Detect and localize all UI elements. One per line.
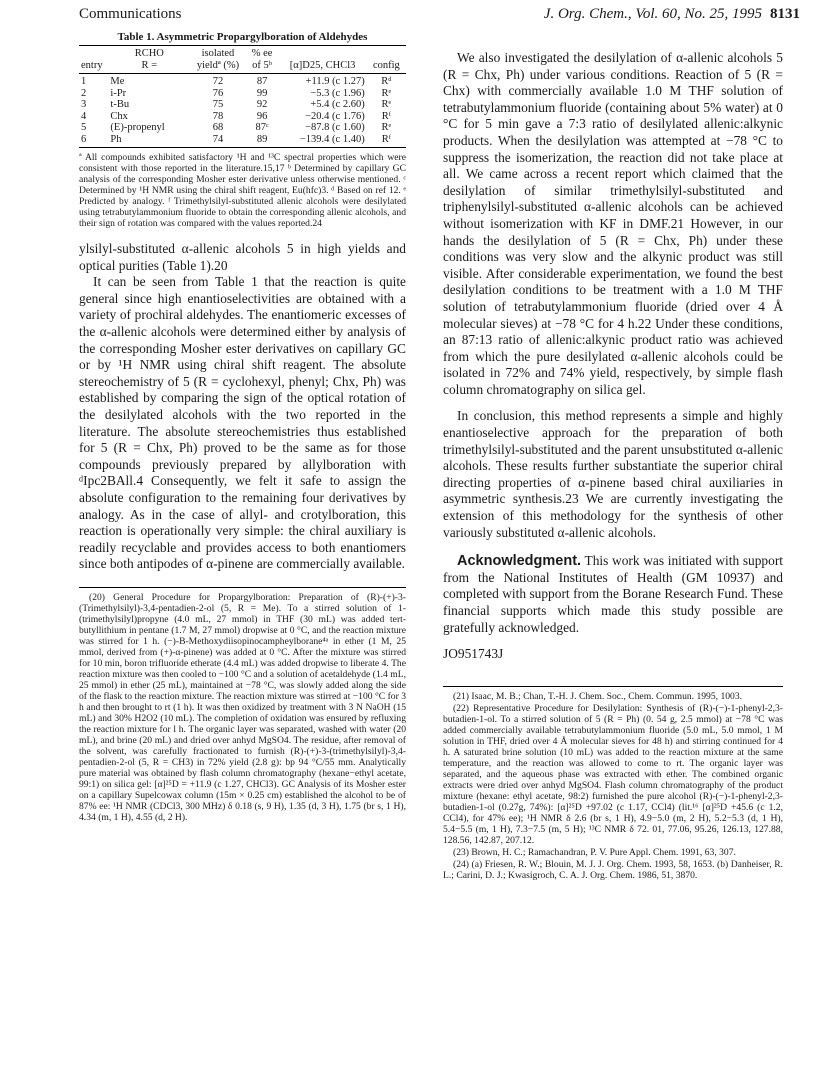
table-cell: Me — [110, 76, 125, 87]
table-cell: 5 — [81, 122, 87, 133]
table-cell: −87.8 (c 1.60) — [305, 122, 365, 133]
table-header-cell: yieldª (%) — [190, 60, 246, 74]
table-cell: Rᶠ — [367, 134, 406, 148]
reference-note: (24) (a) Friesen, R. W.; Blouin, M. J. J. Org. Chem. 1993, 58, 1653. (b) Danheiser, R. L.; Carini, D. J.; Kwasigroch, C. A. J. Org. Chem. 1986, 51, 3870. — [443, 859, 783, 882]
reference-note: (21) Isaac, M. B.; Chan, T.-H. J. Chem. Soc., Chem. Commun. 1995, 1003. — [453, 691, 743, 703]
acknowledgment-text: This work was initiated with support from the National Institutes of Health (GM 10937) and completed with support from the Borane Research Fund. These financial supports which made this study possible are gratefully acknowledged. — [443, 553, 783, 635]
reference-note: (23) Brown, H. C.; Ramachandran, P. V. Pure Appl. Chem. 1991, 63, 307. — [453, 847, 736, 859]
table-cell: i-Pr — [110, 87, 127, 99]
left-column — [79, 28, 406, 824]
table-row — [79, 111, 406, 123]
table-cell: Rᵉ — [381, 99, 392, 110]
table-body — [79, 74, 406, 148]
table-header-cell: of 5ᵇ — [246, 60, 279, 74]
paragraph: ylsilyl-substituted α-allenic alcohols 5 in high yields and optical purities (Table 1).20 — [79, 241, 406, 273]
table-title: Table 1. Asymmetric Propargylboration of Aldehydes — [117, 31, 368, 43]
table-header-cell: [α]D25, CHCl3 — [278, 60, 366, 74]
right-column — [443, 28, 783, 882]
table-header-cell: config — [367, 60, 406, 74]
running-header-section: Communications — [79, 6, 182, 22]
table-footnote: ª All compounds exhibited satisfactory ¹H and ¹³C spectral properties which were consistent with those reported in the literature.15,17 ᵇ Determined by capillary GC analysis of the corresponding Mosher ester derivative unless otherwise mentioned. ᶜ Determined by ¹H NMR using the chiral shift reagent, Eu(hfc)3. ᵈ Based on ref 12. ᵉ Predicted by analogy. ᶠ Trimethylsilyl-substituted allenic alcohols were desilylated using tetrabutylammonium fluoride to obtain the corresponding allenic alcohols, and their sign of rotation was compared with the values reported.24 — [79, 152, 406, 229]
right-body-text — [443, 50, 783, 636]
table-cell: 3 — [81, 99, 87, 110]
left-body-text — [79, 241, 406, 573]
table-cell: Ph — [108, 134, 190, 148]
table-cell: 68 — [212, 122, 224, 133]
acknowledgment — [443, 553, 783, 636]
results-table — [79, 45, 406, 148]
table-header-cell: % ee — [246, 46, 279, 60]
table-row — [79, 74, 406, 88]
table-cell: 4 — [81, 110, 87, 122]
table-cell: Rᵈ — [381, 76, 392, 87]
table-header-cell: isolated — [190, 46, 246, 60]
paragraph: In conclusion, this method represents a simple and highly enantioselective approach for the preparation of both trimethylsilyl-substituted and the parent unsubstituted α-allenic alcohols. These results further substantiate the superior chiral directing properties of α-pinene based chiral auxiliaries in asymmetric synthesis.23 We are currently investigating the extension of this methodology for the synthesis of other variously substituted α-allenic alcohols. — [443, 408, 783, 540]
table-cell: +11.9 (c 1.27) — [305, 76, 365, 87]
table-header-cell: entry — [79, 60, 108, 74]
table-cell: −20.4 (c 1.76) — [305, 110, 365, 122]
table-cell: 96 — [256, 110, 268, 122]
table-cell: Rᵉ — [381, 122, 392, 133]
table-header-cell: R = — [108, 60, 190, 74]
table-cell: −5.3 (c 1.96) — [310, 87, 365, 99]
paragraph: It can be seen from Table 1 that the reaction is quite general since high enantioselectivities are obtained with a variety of prochiral aldehydes. The enantiomeric excesses of the α-allenic alcohols were determined either by analysis of the corresponding Mosher ester derivatives on capillary GC or by ¹H NMR using chiral shift reagent. The absolute stereochemistry of 5 (R = cyclohexyl, phenyl; Chx, Ph) was established by comparing the sign of the optical rotation of the desilylated alcohols with the two reported in the literature. The absolute stereochemistries thus established for 5 (R = Chx, Ph) proved to be the same as for those compounds previously prepared by allylboration with ᵈIpc2BAll.4 Consequently, we felt it safe to assign the absolute configuration to the remaining four derivatives by analogy. As in the case of allyl- and crotylboration, this reaction is operationally very simple: the chiral auxiliary is readily recyclable and provides access to both enantiomers since both antipodes of α-pinene are commercially available. — [79, 274, 406, 572]
table-cell: Rᵉ — [381, 87, 392, 99]
table-cell: 78 — [212, 110, 224, 122]
table-cell: 76 — [212, 87, 224, 99]
table-header-cell — [79, 46, 108, 60]
table-row — [79, 99, 406, 111]
table-header-cell — [367, 46, 406, 60]
table-cell: 1 — [81, 76, 87, 87]
paragraph: We also investigated the desilylation of α-allenic alcohols 5 (R = Chx, Ph) under various conditions. Reaction of 5 (R = Chx) with commercially available 1.0 M THF solution of tetrabutylammonium fluoride (containing about 5% water) at 0 °C for 5 min gave a 7:3 ratio of desilylated allenic:alkynic products. When the desilylation was attempted at −78 °C to suppress the isomerization, the reaction did not take place at all. We came across a recent report which claimed that the desilylation of similar trimethylsilyl-substituted and triphenylsilyl-substituted α-allenic alcohols can be achieved without isomerization with KF in DMF.21 However, in our hands the desilylation of 5 (R = Chx, Ph) under these conditions was very slow and the alkynic product was still visible. After considerable experimentation, we found the best desilylation conditions to be treatment with a 1.0 M THF solution of tetrabutylammonium fluoride (dried over 4 Å molecular sieves) at −78 °C for 4 h.22 Under these conditions, an 87:13 ratio of allenic:alkynic product ratio was achieved from which the pure desilylated α-allenic alcohols could be isolated in 72% and 74% yield, respectively, by simple flash column chromatography on silica gel. — [443, 50, 783, 397]
table-cell: 92 — [256, 99, 268, 110]
reference-note: (22) Representative Procedure for Desilylation: Synthesis of (R)-(−)-1-phenyl-2,3-butadien-1-ol. To a stirred solution of 5 (R = Ph) (0. 54 g, 2.5 mmol) at −78 °C was added commercially available tetrabutylammonium fluoride (5.0 mL, 5.0 mmol, 1 M solution in THF, dried over 4 Å molecular sieves for 48 h) and stirring continued for 4 h. A saturated brine solution (10 mL) was added to the reaction mixture at the same temperature, and the reaction was allowed to come to rt. The organic layer was separated, and the aqueous phase was extracted with ether. The combined organic extracts were dried over anhyd MgSO4. Flash column chromatography of the product mixture (hexane: ethyl acetate, 98:2) furnished the pure alcohol (R)-(−)-1-phenyl-2,3-butadien-1-ol (0.27g, 74%): [α]²⁵D +97.02 (c 1.17, CCl4) (lit.¹⁶ [α]²⁵D +45.6 (c 1.2, CCl4), for 47% ee); ¹H NMR δ 2.6 (br s, 1 H), 4.9−5.0 (m, 2 H), 5.2−5.3 (d, 1 H), 5.4−5.5 (m, 1 H), 7.3−7.5 (m, 5 H); ¹³C NMR δ 72. 01, 77.06, 95.26, 126.13, 127.88, 128.56, 142.87, 207.12. — [443, 703, 783, 847]
table-cell: 2 — [81, 87, 87, 99]
acknowledgment-label: Acknowledgment. — [457, 553, 582, 570]
table-cell: 74 — [190, 134, 246, 148]
table-row — [79, 134, 406, 148]
table-header-cell: RCHO — [108, 46, 190, 60]
reference-note: (20) General Procedure for Propargylboration: Preparation of (R)-(+)-3-(Trimethylsilyl)-3,4-pentadien-2-ol (5, R = Me). To a stirred solution of 1-(trimethylsilyl)propyne (4.0 mL, 27 mmol) in THF (30 mL) was added tert-butyllithium in pentane (1.7 M, 27 mmol) dropwise at 0 °C, and the reaction mixture was stirred for 1 h. (−)-B-Methoxydiisopinocampheylborane⁴ᵃ in ether (1 M, 25 mmol, derived from (+)-α-pinene) was added at 0 °C. After the mixture was stirred for 10 min, boron trifluoride etherate (4.4 mL) was added dropwise to liberate 4. The reaction mixture was then cooled to −100 °C and a solution of acetaldehyde (1.4 mL, 25 mmol) in ether (25 mL), maintained at −78 °C, was slowly added along the side of the flask to the reaction mixture. The reaction mixture was stirred at −100 °C for 3 h and then brought to rt (1 h). It was then oxidized by treatment with 3 N NaOH (15 mL) and 30% H2O2 (10 mL). The completion of oxidation was ensured by refluxing the reaction mixture for l h. The organic layer was separated, washed with water (20 mL), and brine (20 mL) and dried over anhyd MgSO4. The residue, after removal of the solvent, was carefully fractionated to furnish (R)-(+)-3-(trimethylsilyl)-3,4-pentadien-2-ol (5, R = CH3) in 72% yield (2.8 g): bp 94 °C/55 mm. Analytically pure material was obtained by flash column chromatography (hexane−ethyl acetate, 99:1) on silica gel: [α]²⁵D = +11.9 (c 1.27, CHCl3). GC Analysis of its Mosher ester on a capillary Supelcowax column (15m × 0.25 cm) established the alcohol to be of 87% ee: ¹H NMR (CDCl3, 300 MHz) δ 0.18 (s, 9 H), 1.35 (d, 3 H), 1.75 (br s, 1 H), 4.34 (m, 1 H), 4.55 (d, 2 H). — [79, 591, 406, 823]
right-references — [443, 686, 783, 881]
table-cell: 72 — [212, 76, 224, 87]
table-cell: 87 — [256, 76, 268, 87]
table-row — [79, 122, 406, 134]
table-cell: 6 — [79, 134, 108, 148]
table-cell: −139.4 (c 1.40) — [278, 134, 366, 148]
table-cell: +5.4 (c 2.60) — [310, 99, 365, 110]
table-cell: (E)-propenyl — [110, 122, 165, 133]
table-cell: t-Bu — [110, 99, 130, 110]
table-cell: Rᶠ — [381, 110, 391, 122]
manuscript-code: JO951743J — [443, 646, 504, 662]
table-cell: 89 — [246, 134, 279, 148]
table-cell: 75 — [212, 99, 224, 110]
left-references — [79, 587, 406, 823]
journal-citation: J. Org. Chem., Vol. 60, No. 25, 1995 — [543, 6, 762, 22]
table-cell: 87ᶜ — [255, 122, 269, 133]
page-number: 8131 — [770, 6, 800, 22]
table-row — [79, 88, 406, 100]
table-cell: 99 — [256, 87, 268, 99]
table-header-cell — [278, 46, 366, 60]
running-header-journal — [544, 6, 800, 23]
table-cell: Chx — [110, 110, 128, 122]
